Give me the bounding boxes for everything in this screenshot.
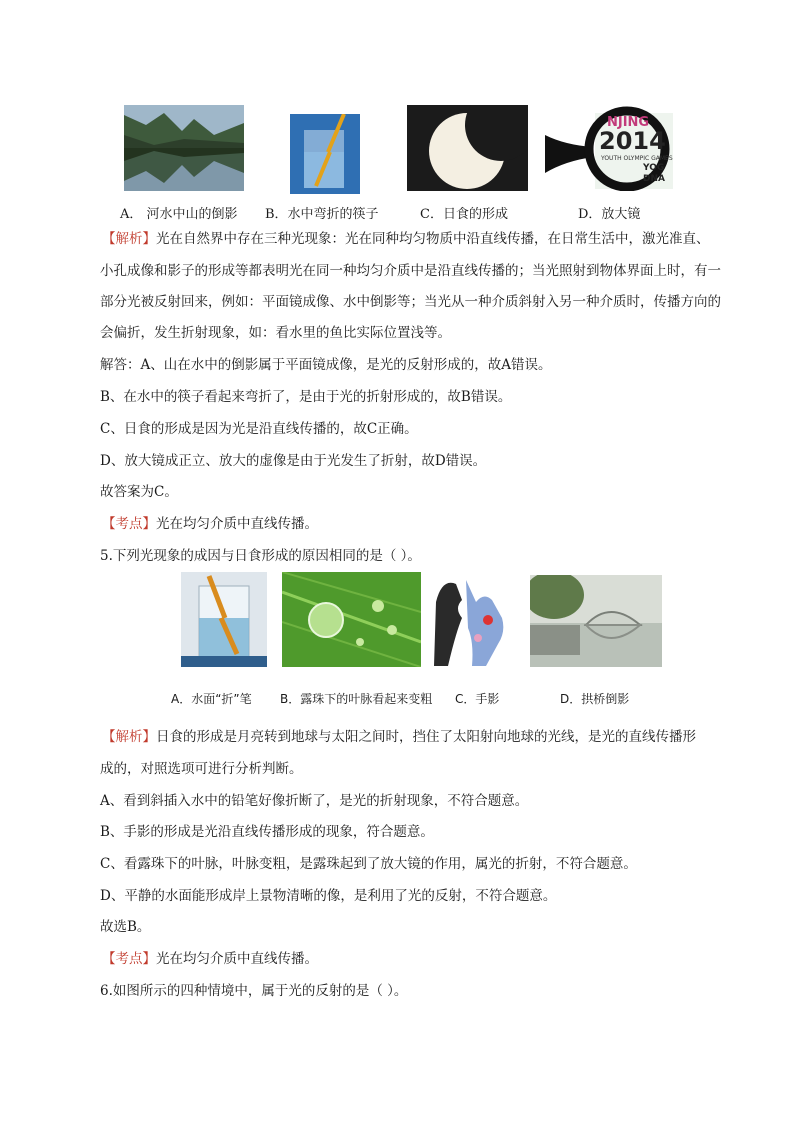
q6-question-stem: 6.如图所示的四种情境中，属于光的反射的是（ ）。	[100, 983, 408, 999]
option-b-caption: B．水中弯折的筷子	[265, 207, 379, 222]
q5-option-b-caption: B．露珠下的叶脉看起来变粗	[280, 692, 433, 706]
q4-answer-line-4: D、放大镜成正立、放大的虚像是由于光发生了折射，故D错误。	[100, 453, 487, 469]
option-a-caption: A． 河水中山的倒影	[120, 207, 238, 222]
q5-analysis-line-2: 成的，对照选项可进行分析判断。	[100, 761, 303, 777]
q5-kaodian: 【考点】光在均匀介质中直线传播。	[102, 951, 318, 967]
mountain-reflection-image	[124, 105, 244, 191]
q5-answer-line-3: C、看露珠下的叶脉，叶脉变粗，是露珠起到了放大镜的作用，属光的折射，不符合题意。	[100, 856, 637, 872]
q5-option-d-caption: D．拱桥倒影	[560, 692, 630, 706]
analysis-tag: 【解析】	[102, 729, 156, 745]
solar-eclipse-image	[407, 105, 528, 191]
chopsticks-in-glass-image	[290, 114, 360, 194]
q4-answer-line-5: 故答案为C。	[100, 484, 178, 500]
kaodian-tag: 【考点】	[102, 516, 156, 532]
logo-text-year: 2014	[599, 127, 666, 155]
logo-text-dna: DNA	[643, 174, 665, 184]
analysis-tag: 【解析】	[102, 231, 156, 247]
logo-text-yog: YOG	[643, 163, 665, 173]
q5-option-a-caption: A．水面“折”笔	[171, 692, 252, 706]
magnifier-logo-image	[545, 105, 675, 191]
q4-analysis-line-1: 【解析】光在自然界中存在三种光现象：光在同种均匀物质中沿直线传播，在日常生活中，激光准直、	[102, 231, 710, 247]
pencil-in-water-image	[181, 572, 267, 667]
arch-bridge-reflection-image	[530, 575, 662, 667]
q5-answer-line-5: 故选B。	[100, 919, 151, 935]
option-d-caption: D．放大镜	[578, 207, 641, 222]
q5-answer-line-4: D、平静的水面能形成岸上景物清晰的像，是利用了光的反射，不符合题意。	[100, 888, 557, 904]
kaodian-tag: 【考点】	[102, 951, 156, 967]
q5-analysis-line-1: 【解析】日食的形成是月亮转到地球与太阳之间时，挡住了太阳射向地球的光线，是光的直线传播形	[102, 729, 696, 745]
option-c-caption: C．日食的形成	[420, 207, 508, 222]
logo-text-top: NJING	[607, 115, 650, 130]
dew-drops-on-leaf-image	[282, 572, 421, 667]
q4-analysis-line-3: 部分光被反射回来，例如：平面镜成像、水中倒影等；当光从一种介质斜射入另一种介质时，传播方向的	[100, 294, 721, 310]
hand-shadow-image	[432, 572, 514, 667]
q4-kaodian: 【考点】光在均匀介质中直线传播。	[102, 516, 318, 532]
q4-answer-line-3: C、日食的形成是因为光是沿直线传播的，故C正确。	[100, 421, 418, 437]
q5-answer-line-1: A、看到斜插入水中的铅笔好像折断了，是光的折射现象，不符合题意。	[100, 793, 529, 809]
q4-answer-line-1: 解答：A、山在水中的倒影属于平面镜成像，是光的反射形成的，故A错误。	[100, 357, 552, 373]
q4-analysis-line-2: 小孔成像和影子的形成等都表明光在同一种均匀介质中是沿直线传播的；当光照射到物体界面上时，有一	[100, 263, 721, 279]
logo-text-games: YOUTH OLYMPIC GAMES	[601, 155, 673, 162]
q5-answer-line-2: B、手影的形成是光沿直线传播形成的现象，符合题意。	[100, 824, 434, 840]
q4-answer-line-2: B、在水中的筷子看起来弯折了，是由于光的折射形成的，故B错误。	[100, 389, 512, 405]
q5-option-c-caption: C．手影	[455, 692, 500, 706]
q4-analysis-line-4: 会偏折，发生折射现象，如：看水里的鱼比实际位置浅等。	[100, 325, 451, 341]
q5-question-stem: 5.下列光现象的成因与日食形成的原因相同的是（ ）。	[100, 548, 421, 564]
